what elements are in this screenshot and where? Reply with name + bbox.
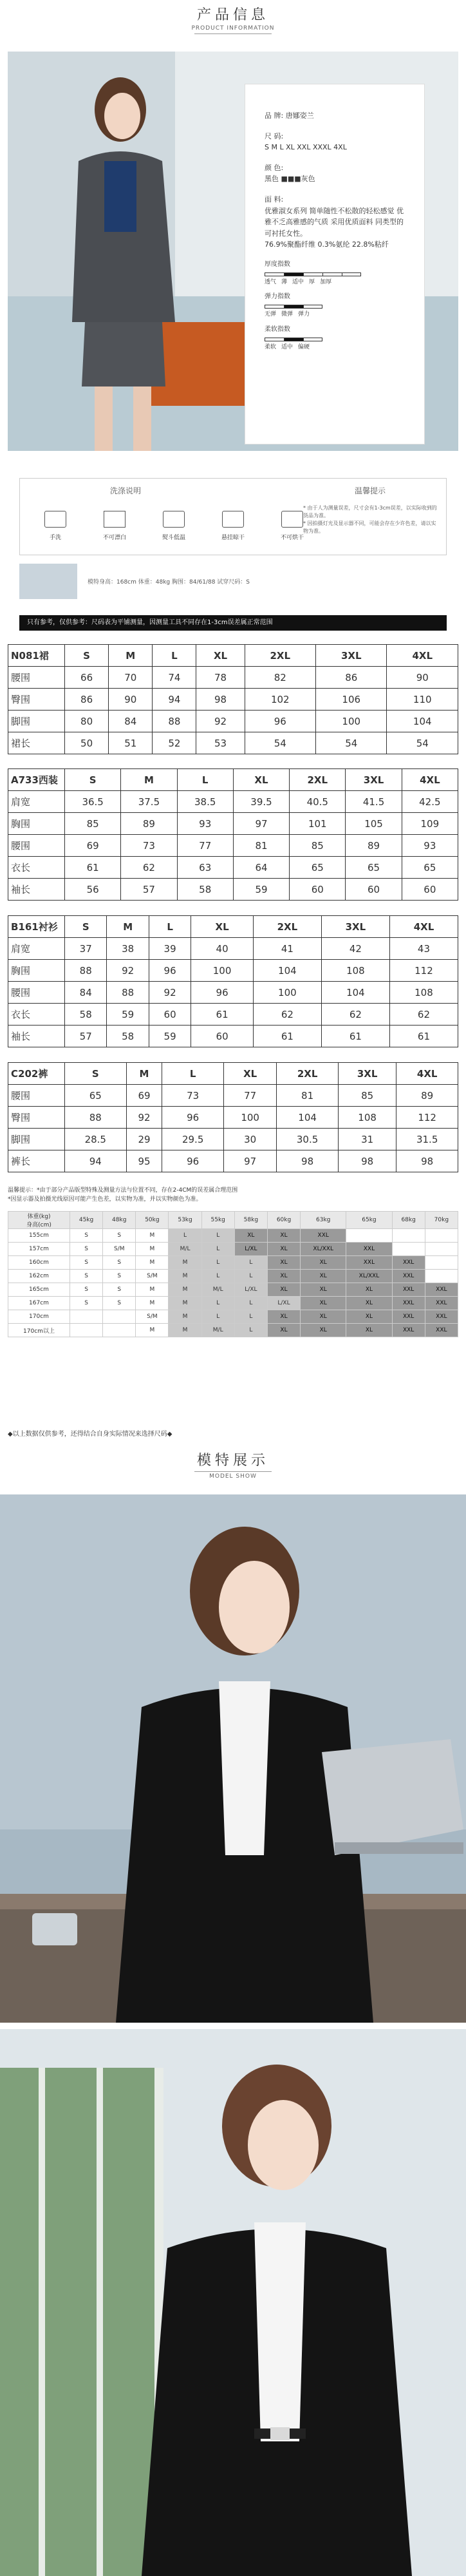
care-instructions	[19, 478, 447, 555]
section-subtitle: PRODUCT INFORMATION	[191, 25, 275, 32]
tips-heading: 温馨提示	[355, 486, 386, 495]
color-value: 黑色 ■■■灰色	[265, 175, 315, 184]
low-iron-icon: 熨斗低温	[151, 511, 196, 541]
section-title: 模特展示	[196, 1453, 269, 1469]
table-row: 脚围 80 84 88 92 96 100 104	[8, 711, 458, 732]
hand-wash-icon: 手洗	[33, 511, 78, 541]
section-subtitle: MODEL SHOW	[209, 1473, 257, 1480]
model-show-header	[0, 1449, 466, 1480]
table-header: N081裙 S M L XL 2XL 3XL 4XL	[8, 645, 458, 667]
table-row: 肩宽 37 38 39 40 41 42 43	[8, 938, 458, 960]
size-label: 尺 码:	[265, 131, 284, 140]
table-row: 胸围 85 89 93 97 101 105 109	[8, 813, 458, 835]
table-row: 脚围 28.5 29 29.5 30 30.5 31 31.5	[8, 1129, 458, 1150]
table-row: 衣长 61 62 63 64 65 65 65	[8, 857, 458, 879]
fabric-label: 面 料:	[265, 195, 284, 204]
divider	[194, 33, 272, 34]
no-bleach-icon: 不可漂白	[92, 511, 137, 541]
thickness-label: 厚度指数	[265, 260, 290, 268]
hang-dry-icon: 悬挂晾干	[210, 511, 256, 541]
table-row: 胸围 88 92 96 100 104 108 112	[8, 960, 458, 982]
table-row: 肩宽 36.5 37.5 38.5 39.5 40.5 41.5 42.5	[8, 791, 458, 813]
table-header: B161衬衫 S M L XL 2XL 3XL 4XL	[8, 916, 458, 938]
table-row: 腰围 65 69 73 77 81 85 89	[8, 1085, 458, 1107]
table-row: 155cm S S M L L XL XL XXL	[8, 1229, 458, 1243]
table-row: 裤长 94 95 96 97 98 98 98	[8, 1150, 458, 1172]
model-thumbnail	[19, 564, 77, 599]
notice-bar: 只有参考，仅供参考：尺码表为平铺测量，因测量工具不同存在1-3cm误差属正常范围	[19, 615, 447, 631]
softness-words: 柔软 适中 偏硬	[265, 343, 310, 350]
care-tips: * 由于人为测量误差，尺寸会有1-3cm误差，以实际收到的货品为准。 * 因拍摄灯光及显示器不同，可能会存在少许色差，请以实物为准。	[303, 505, 437, 534]
composition-value: 76.9%聚酯纤维 0.3%氨纶 22.8%粘纤	[265, 240, 389, 249]
table-row: 腰围 84 88 92 96 100 104 108	[8, 982, 458, 1004]
table-row: 腰围 69 73 77 81 85 89 93	[8, 835, 458, 857]
table-row: 160cm S S M M L L XL XL XXL XXL	[8, 1256, 458, 1270]
color-label: 颜 色:	[265, 163, 284, 172]
model-photo-2	[0, 2029, 466, 2576]
size-table-b161	[8, 915, 458, 1047]
table-row: 袖长 57 58 59 60 61 61 61	[8, 1026, 458, 1047]
brand-value: 唐娜姿兰	[285, 111, 314, 120]
table-row: 167cm S S M M L L L/XL XL XL XXL XXL	[8, 1297, 458, 1310]
model-info-text: 模特身高：168cm 体重：48kg 胸围：84/61/88 试穿尺码：S	[88, 578, 250, 586]
table-header: 体重(kg) 身高(cm) 45kg 48kg 50kg 53kg 55kg 58kg 60kg 63kg 65kg 68kg 70kg	[8, 1212, 458, 1229]
table-header: A733西装 S M L XL 2XL 3XL 4XL	[8, 769, 458, 791]
size-value: S M L XL XXL XXXL 4XL	[265, 143, 347, 152]
care-heading: 洗涤说明	[110, 486, 142, 495]
softness-scale	[265, 338, 405, 341]
size-table-a733	[8, 768, 458, 901]
size-table-n081	[8, 644, 458, 754]
table-row: 裙长 50 51 52 53 54 54 54	[8, 732, 458, 754]
no-tumble-icon: 不可烘干	[270, 511, 315, 541]
elasticity-words: 无弹 微弹 弹力	[265, 311, 310, 318]
table-row: 腰围 66 70 74 78 82 86 90	[8, 667, 458, 689]
table-row: 臀围 88 92 96 100 104 108 112	[8, 1107, 458, 1129]
table-row: 170cm S/M M L L XL XL XL XXL XXL	[8, 1310, 458, 1324]
elasticity-scale	[265, 305, 405, 309]
care-icon-list	[33, 511, 315, 541]
model-photo-1	[0, 1494, 466, 2023]
fabric-value: 优雅淑女系列 简单随性不松散的轻松感觉 优雅不乏高雅感的气质 采用优质面料 同类型的可衬托女性。	[265, 206, 404, 238]
table-note: 温馨提示：*由于部分产品版型特殊及测量方法与位置不同，存在2-4CM的误差属合理范围 *因显示器及拍摄光线原因可能产生色差，以实物为准，并以实物颜色为准。	[8, 1187, 238, 1203]
thickness-scale	[265, 272, 405, 276]
table-row: 157cm S S/M M M/L L L/XL XL XL/XXL XXL	[8, 1243, 458, 1256]
softness-label: 柔软指数	[265, 325, 290, 333]
size-table-c202	[8, 1062, 458, 1172]
brand-label: 品 牌:	[265, 111, 284, 120]
table-row: 162cm S S S/M M L L XL XL XL/XXL XXL	[8, 1270, 458, 1283]
section-title: 产品信息	[196, 7, 269, 23]
product-info-card	[245, 84, 425, 444]
thickness-words: 透气 薄 适中 厚 加厚	[265, 278, 332, 285]
table-row: 袖长 56 57 58 59 60 60 60	[8, 879, 458, 901]
model-info-row	[19, 562, 447, 600]
elasticity-label: 弹力指数	[265, 293, 290, 301]
table-header: C202裤 S M L XL 2XL 3XL 4XL	[8, 1063, 458, 1085]
size-recommendation-table	[8, 1211, 458, 1337]
table-row: 170cm以上 M M M/L L XL XL XL XXL XXL	[8, 1324, 458, 1337]
table-row: 衣长 58 59 60 61 62 62 62	[8, 1004, 458, 1026]
table-row: 臀围 86 90 94 98 102 106 110	[8, 689, 458, 711]
product-info-header	[0, 4, 466, 34]
divider	[194, 1471, 272, 1472]
bottom-note: ◆以上数据仅供参考，还得结合自身实际情况来选择尺码◆	[8, 1431, 172, 1438]
table-row: 165cm S S M M M/L L/XL XL XL XL XXL XXL	[8, 1283, 458, 1297]
